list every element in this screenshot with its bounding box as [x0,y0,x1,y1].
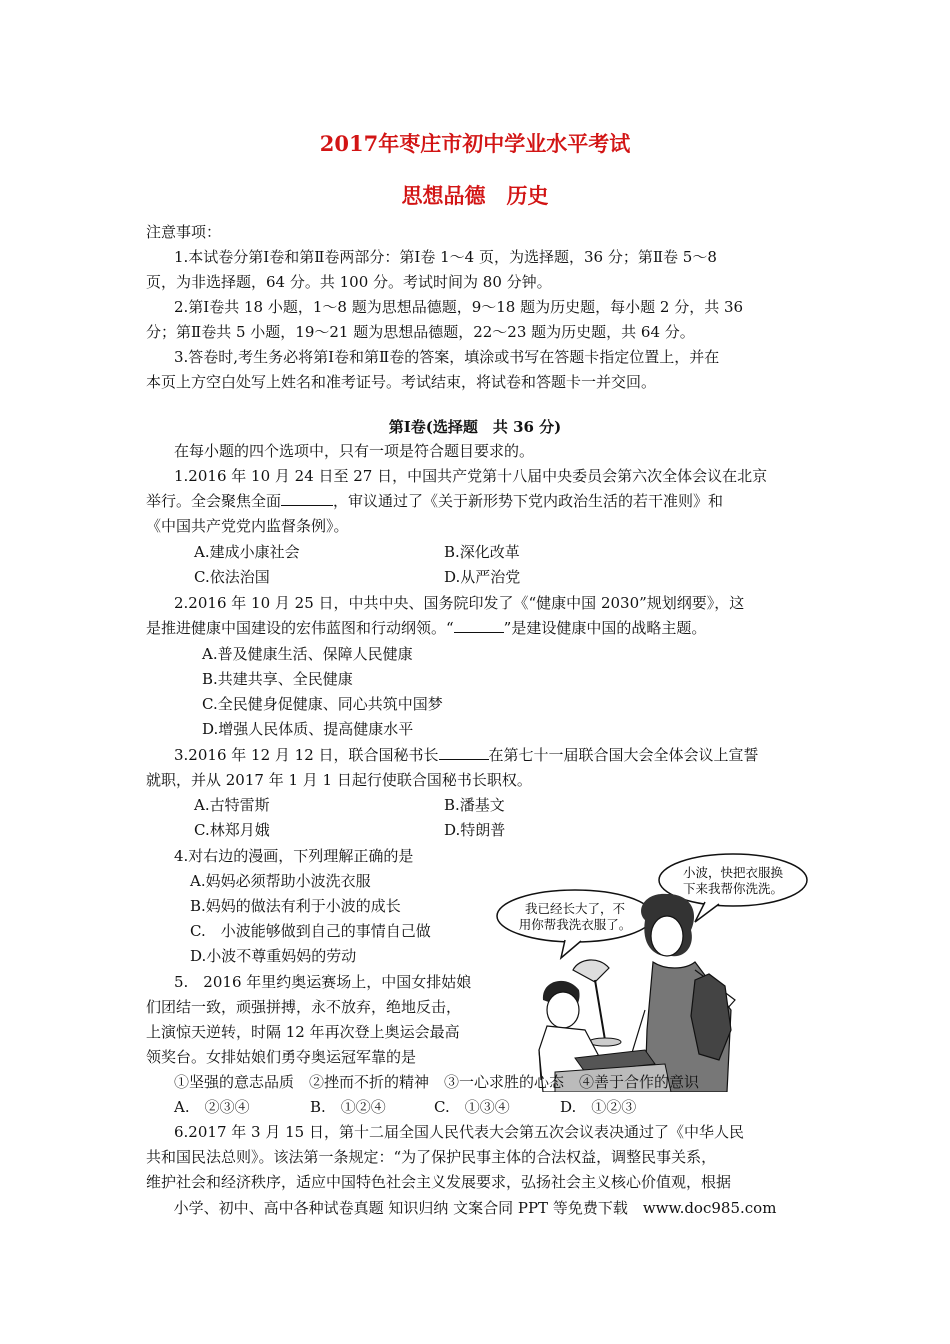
q3-answer-blank [439,745,489,760]
q1-option-b: B.深化改革 [444,543,520,561]
q4-option-c: C. 小波能够做到自己的事情自己做 [190,922,431,940]
boy-bubble-line-2: 用你帮我洗衣服了。 [518,917,632,932]
q1-line-2 [146,491,723,511]
q5-option-c: C. ①③④ [434,1098,510,1116]
note-3-line-1: 3.答卷时,考生务必将第Ⅰ卷和第Ⅱ卷的答案，填涂或书写在答题卡指定位置上，并在 [174,348,720,366]
q2-option-a: A.普及健康生活、保障人民健康 [202,645,413,663]
q2-line-1: 2.2016 年 10 月 25 日，中共中央、国务院印发了《“健康中国 2030”规划纲要》，这 [174,594,745,612]
q4-stem: 4.对右边的漫画，下列理解正确的是 [174,847,414,865]
q3-line-1-pre: 3.2016 年 12 月 12 日，联合国秘书长 [174,746,439,764]
q3-line-2: 就职，并从 2017 年 1 月 1 日起行使联合国秘书长职权。 [146,771,532,789]
note-2-line-2: 分；第Ⅱ卷共 5 小题，19～21 题为思想品德题，22～23 题为历史题，共 64 分。 [146,323,695,341]
q2-line-2 [146,618,706,638]
q1-line-2-post: ，审议通过了《关于新形势下党内政治生活的若干准则》和 [333,492,724,510]
q2-option-b: B.共建共享、全民健康 [202,670,353,688]
q1-option-a: A.建成小康社会 [194,543,300,561]
q2-answer-blank [454,618,504,633]
q2-option-c: C.全民健身促健康、同心共筑中国梦 [202,695,443,713]
note-3-line-2: 本页上方空白处写上姓名和准考证号。考试结束，将试卷和答题卡一并交回。 [146,373,657,391]
q5-option-d: D. ①②③ [560,1098,637,1116]
q3-line-1-post: 在第七十一届联合国大会全体会议上宣誓 [488,746,759,764]
q3-option-a: A.古特雷斯 [194,796,270,814]
q3-option-b: B.潘基文 [444,796,505,814]
q1-line-3: 《中国共产党党内监督条例》。 [146,517,349,535]
q5-line-1: 5. 2016 年里约奥运赛场上，中国女排姑娘 [174,973,472,991]
note-1-line-2: 页，为非选择题，64 分。共 100 分。考试时间为 80 分钟。 [146,273,552,291]
section-instruction: 在每小题的四个选项中，只有一项是符合题目要求的。 [174,442,535,460]
q2-option-d: D.增强人民体质、提高健康水平 [202,720,414,738]
q1-answer-blank [281,491,333,506]
note-1-line-1: 1.本试卷分第Ⅰ卷和第Ⅱ卷两部分：第Ⅰ卷 1～4 页，为选择题，36 分；第Ⅱ卷 5～8 [174,248,717,266]
q5-items: ①坚强的意志品质 ②挫而不折的精神 ③一心求胜的心态 ④善于合作的意识 [174,1073,700,1091]
boy-bubble-line-1: 我已经长大了，不 [524,901,626,916]
q6-line-2: 共和国民法总则》。该法第一条规定：“为了保护民事主体的合法权益，调整民事关系， [146,1148,717,1166]
q2-line-2-post: ”是建设健康中国的战略主题。 [503,619,707,637]
q1-line-1: 1.2016 年 10 月 24 日至 27 日，中国共产党第十八届中央委员会第六次全体会议在北京 [174,467,768,485]
mom-bubble-line-1: 小波，快把衣服换 [682,865,784,880]
q2-line-2-pre: 是推进健康中国建设的宏伟蓝图和行动纲领。“ [146,619,454,637]
note-2-line-1: 2.第Ⅰ卷共 18 小题，1～8 题为思想品德题，9～18 题为历史题，每小题 2 分，共 36 [174,298,744,316]
q6-line-3: 维护社会和经济秩序，适应中国特色社会主义发展要求，弘扬社会主义核心价值观，根据 [146,1173,732,1191]
notes-heading: 注意事项： [146,223,222,241]
cartoon-illustration [495,850,815,1092]
q4-option-b: B.妈妈的做法有利于小波的成长 [190,897,401,915]
exam-subtitle: 思想品德 历史 [401,183,549,208]
page-footer: 小学、初中、高中各种试卷真题 知识归纳 文案合同 PPT 等免费下载 www.doc985.com [173,1199,777,1217]
q5-line-4: 领奖台。女排姑娘们勇夺奥运冠军靠的是 [146,1048,417,1066]
q1-option-d: D.从严治党 [444,568,521,586]
q6-line-1: 6.2017 年 3 月 15 日，第十二届全国人民代表大会第五次会议表决通过了《中华人民 [174,1123,744,1141]
q3-line-1 [174,745,759,765]
q5-option-a: A. ②③④ [174,1098,250,1116]
q4-option-a: A.妈妈必须帮助小波洗衣服 [190,872,371,890]
q5-line-3: 上演惊天逆转，时隔 12 年再次登上奥运会最高 [146,1023,460,1041]
q3-option-d: D.特朗普 [444,821,506,839]
boy-speech-bubble [497,890,653,958]
mom-bubble-line-2: 下来我帮你洗洗。 [682,881,784,896]
q5-option-b: B. ①②④ [310,1098,386,1116]
section-heading: 第Ⅰ卷(选择题 共 36 分) [388,418,562,436]
exam-title: 2017年枣庄市初中学业水平考试 [319,131,631,156]
q1-option-c: C.依法治国 [194,568,270,586]
q4-option-d: D.小波不尊重妈妈的劳动 [190,947,357,965]
q3-option-c: C.林郑月娥 [194,821,270,839]
q5-line-2: 们团结一致，顽强拼搏，永不放弃，绝地反击， [146,998,462,1016]
q1-line-2-pre: 举行。全会聚焦全面 [146,492,282,510]
